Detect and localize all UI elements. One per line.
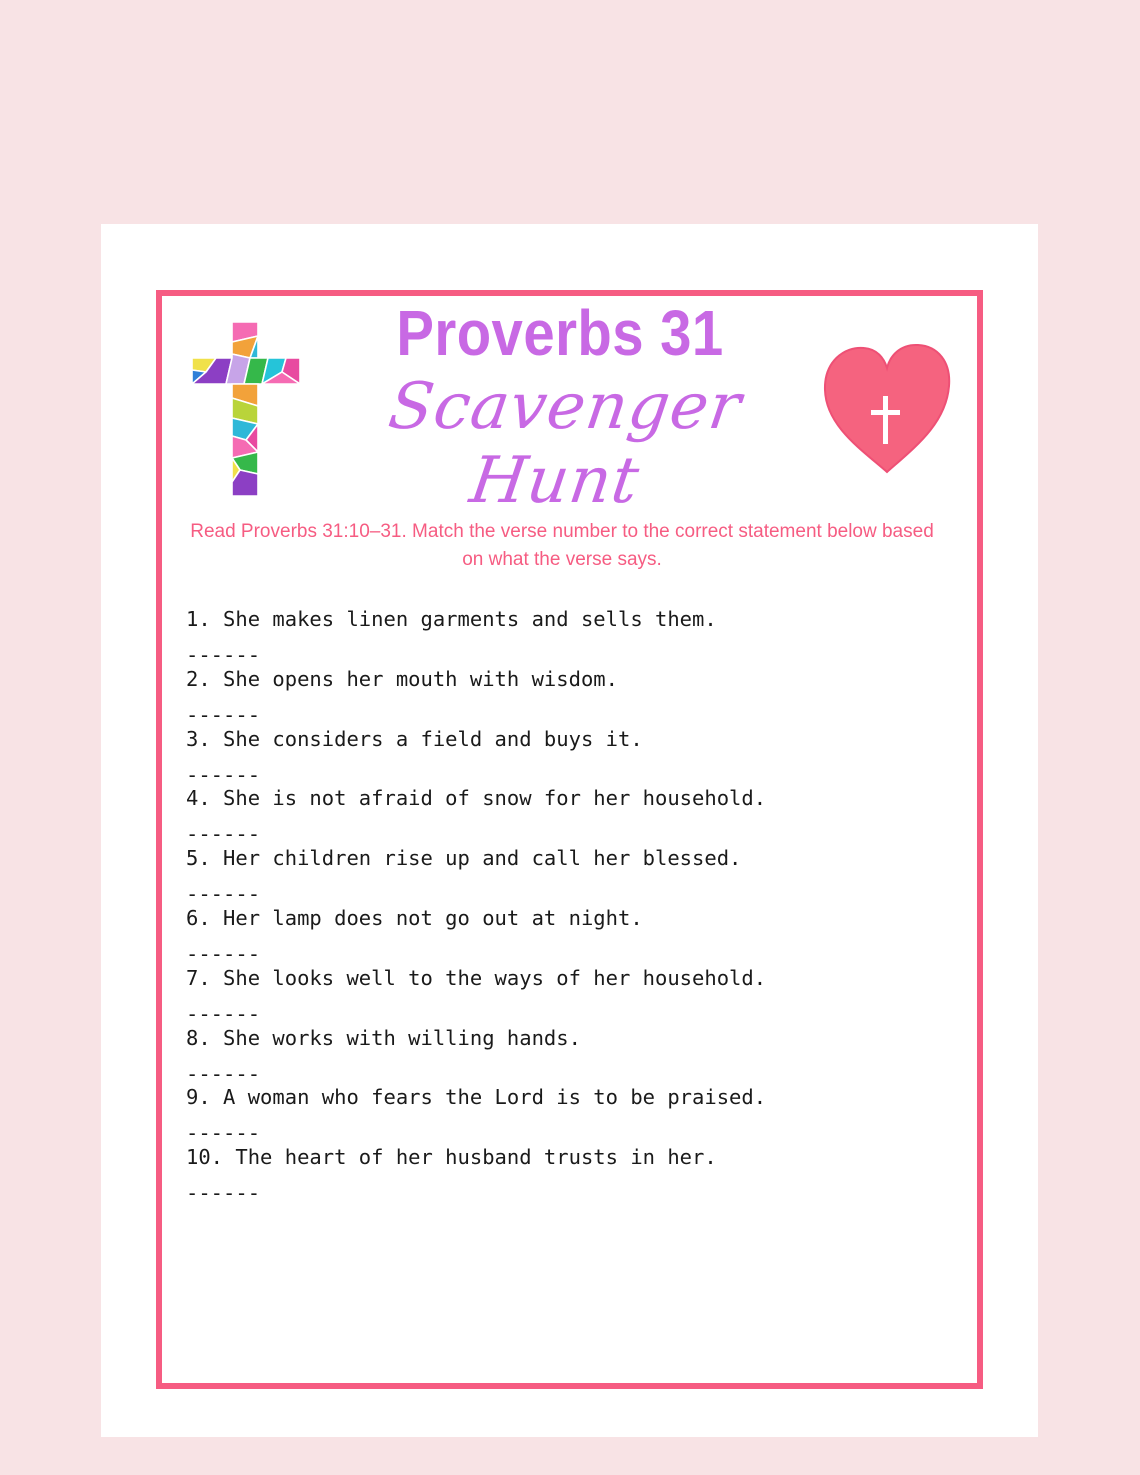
statement-text: 2. She opens her mouth with wisdom.: [186, 666, 618, 691]
list-item: [186, 1142, 946, 1206]
statement-text: 10. The heart of her husband trusts in her.: [186, 1145, 717, 1170]
answer-blank: ------: [186, 1001, 261, 1026]
statement-text: 6. Her lamp does not go out at night.: [186, 905, 643, 930]
list-item: [186, 664, 946, 727]
statement-text: 1. She makes linen garments and sells them.: [186, 607, 717, 631]
heart-with-cross-icon: [822, 342, 952, 474]
stained-glass-cross-icon: [192, 322, 300, 496]
statement-text: 4. She is not afraid of snow for her household.: [186, 786, 767, 811]
statement-text: 3. She considers a field and buys it.: [186, 726, 643, 751]
instructions-text: Read Proverbs 31:10–31. Match the verse number to the correct statement below based on what the verse says.: [190, 521, 934, 570]
answer-blank: ------: [186, 1121, 261, 1146]
answer-blank: ------: [186, 1061, 261, 1086]
statement-text: 7. She looks well to the ways of her household.: [186, 965, 767, 990]
answer-blank: ------: [186, 822, 261, 847]
list-item: [186, 724, 946, 787]
answer-blank: ------: [186, 941, 261, 966]
list-item: [186, 843, 946, 907]
list-item: [186, 783, 946, 847]
list-item: [186, 903, 946, 966]
statement-text: 5. Her children rise up and call her blessed.: [186, 846, 742, 871]
list-item: [186, 963, 946, 1026]
answer-blank: ------: [186, 643, 261, 667]
title-scavenger-hunt: Scavenger Hunt: [384, 370, 747, 518]
statement-list: [186, 604, 946, 1206]
answer-blank: ------: [186, 762, 261, 787]
answer-blank: ------: [186, 702, 261, 727]
answer-blank: ------: [186, 1181, 261, 1206]
statement-text: 9. A woman who fears the Lord is to be praised.: [186, 1085, 767, 1110]
statement-text: 8. She works with willing hands.: [186, 1025, 581, 1050]
list-item: [186, 604, 946, 667]
title-proverbs-31: Proverbs 31: [396, 297, 724, 369]
list-item: [186, 1082, 946, 1146]
list-item: [186, 1023, 946, 1086]
answer-blank: ------: [186, 882, 261, 907]
